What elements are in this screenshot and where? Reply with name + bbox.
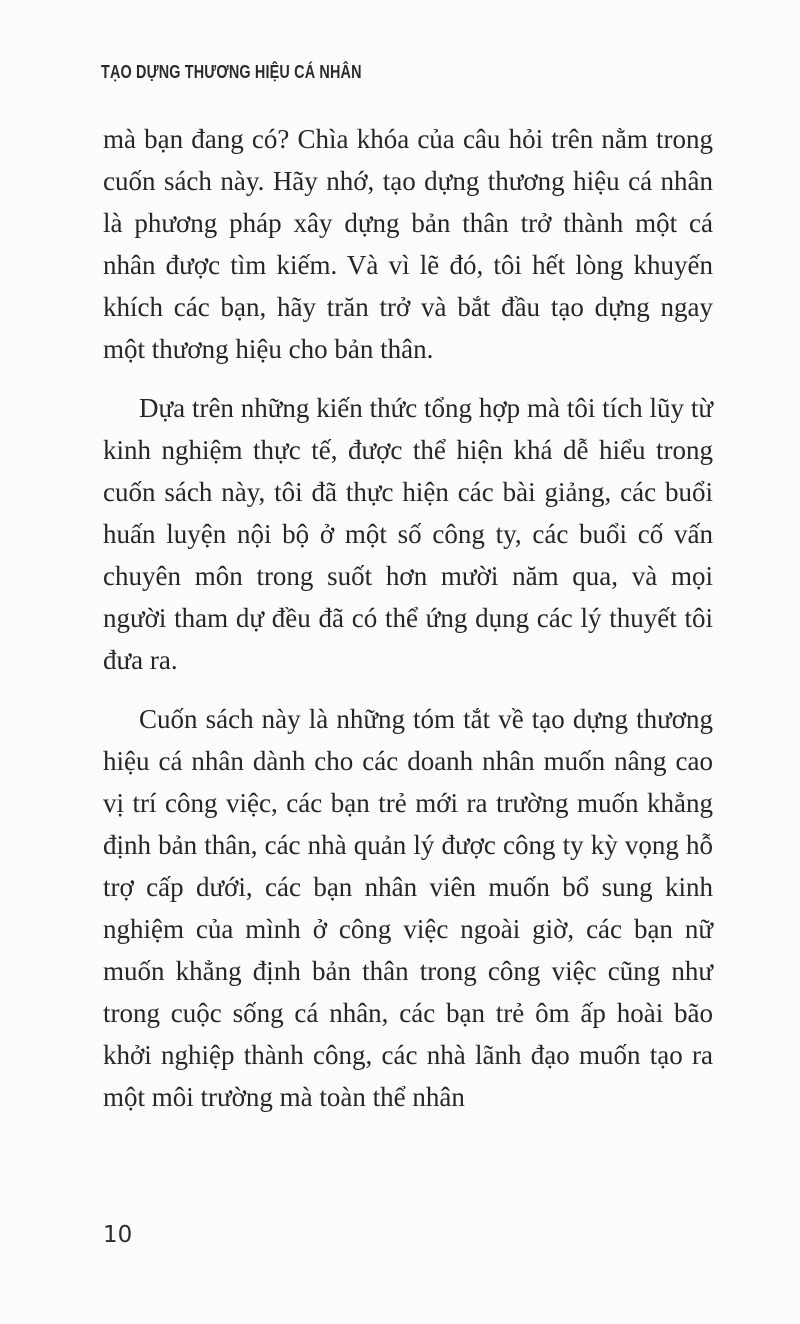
page-number: 10 bbox=[103, 1222, 133, 1248]
paragraph: Dựa trên những kiến thức tổng hợp mà tôi tích lũy từ kinh nghiệm thực tế, được thể hiện khá dễ hiểu trong cuốn sách này, tôi đã thực hiện các bài giảng, các buổi huấn luyện nội bộ ở một số công ty, các buổi cố vấn chuyên môn trong suốt hơn mười năm qua, và mọi người tham dự đều đã có thể ứng dụng các lý thuyết tôi đưa ra. bbox=[103, 393, 713, 675]
running-header: TẠO DỰNG THƯƠNG HIỆU CÁ NHÂN bbox=[101, 62, 362, 82]
paragraph-continuation: mà bạn đang có? Chìa khóa của câu hỏi trên nằm trong cuốn sách này. Hãy nhớ, tạo dựng thương hiệu cá nhân là phương pháp xây dựng bản thân trở thành một cá nhân được tìm kiếm. Và vì lẽ đó, tôi hết lòng khuyến khích các bạn, hãy trăn trở và bắt đầu tạo dựng ngay một thương hiệu cho bản thân. bbox=[103, 124, 713, 364]
paragraph: Cuốn sách này là những tóm tắt về tạo dựng thương hiệu cá nhân dành cho các doanh nhân muốn nâng cao vị trí công việc, các bạn trẻ mới ra trường muốn khẳng định bản thân, các nhà quản lý được công ty kỳ vọng hỗ trợ cấp dưới, các bạn nhân viên muốn bổ sung kinh nghiệm của mình ở công việc ngoài giờ, các bạn nữ muốn khẳng định bản thân trong công việc cũng như trong cuộc sống cá nhân, các bạn trẻ ôm ấp hoài bão khởi nghiệp thành công, các nhà lãnh đạo muốn tạo ra một môi trường mà toàn thể nhân bbox=[103, 704, 713, 1112]
body-text-block bbox=[103, 118, 713, 1135]
